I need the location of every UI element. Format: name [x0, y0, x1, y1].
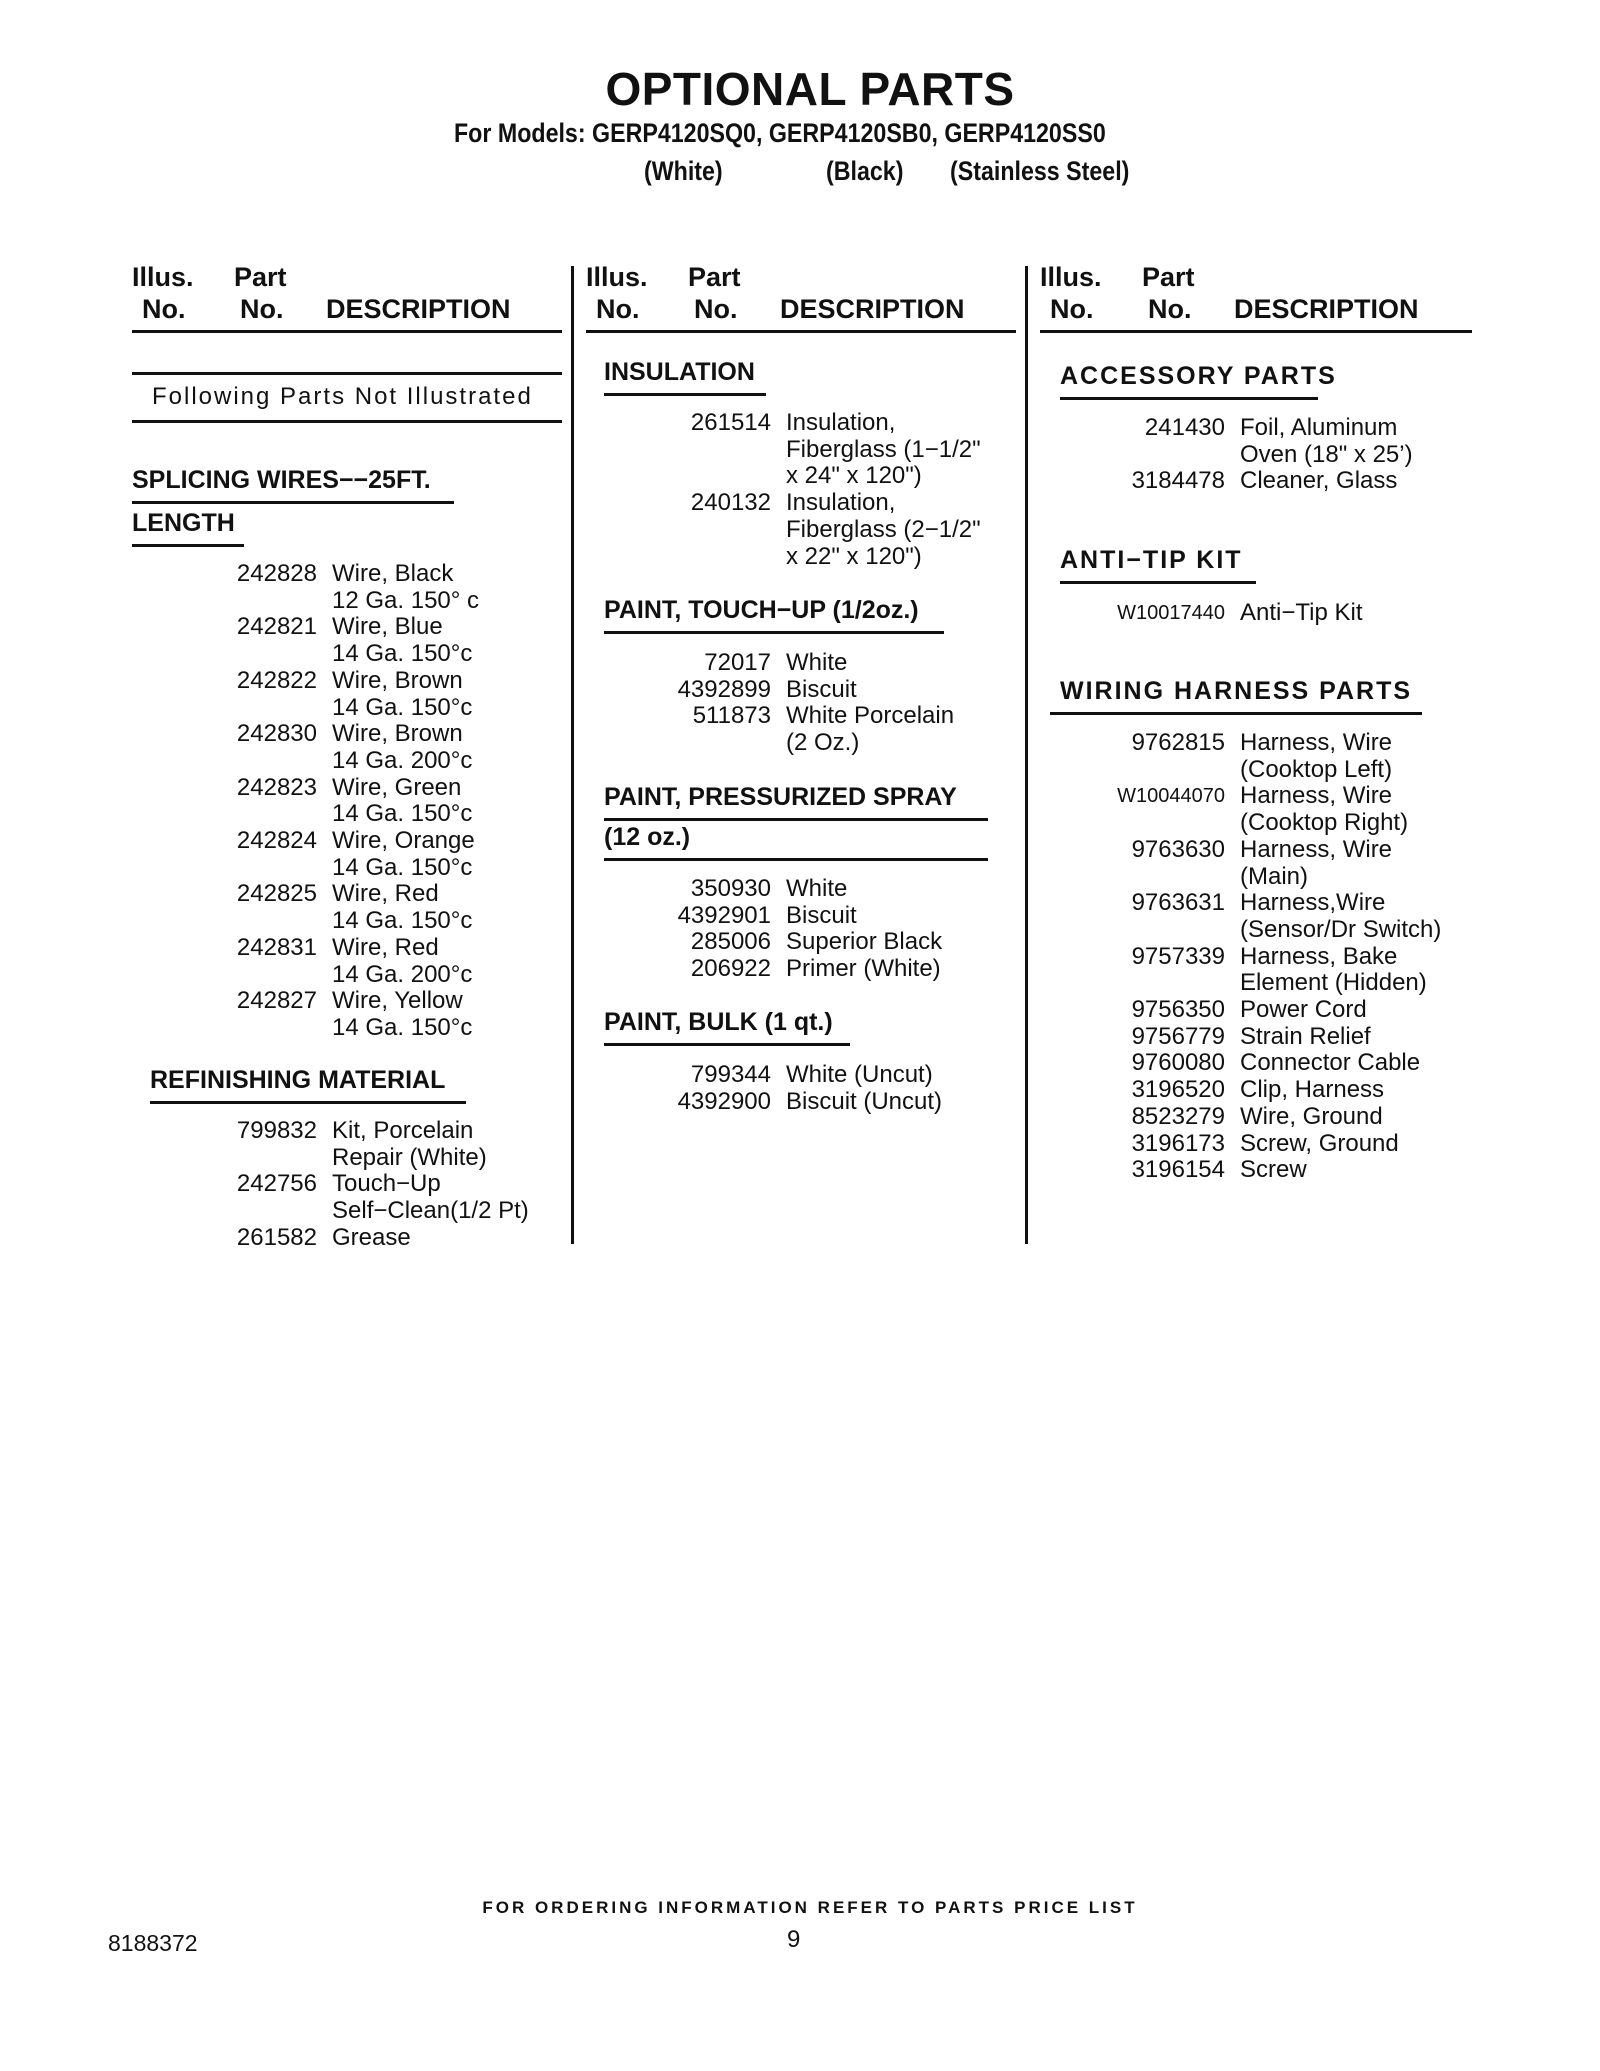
column-divider-2 — [1025, 266, 1028, 1244]
part-description: Harness, Bake — [1240, 942, 1398, 970]
not-illustrated-note: Following Parts Not Illustrated — [132, 372, 562, 423]
list-accessory-parts — [1040, 415, 1413, 495]
section-paint-touch-up: PAINT, TOUCH−UP (1/2oz.) — [604, 596, 944, 634]
header-description: DESCRIPTION — [1234, 294, 1419, 324]
list-item — [132, 1225, 529, 1252]
header-part-no: No. — [1148, 294, 1192, 324]
part-number: 242824 — [236, 827, 317, 855]
list-item — [132, 1118, 529, 1171]
header-illus-no: No. — [596, 294, 640, 324]
column-header-1 — [132, 262, 562, 333]
part-description-detail: (Cooktop Right) — [1240, 809, 1409, 837]
part-description: Screw, Ground — [1240, 1129, 1399, 1157]
part-number: 206922 — [690, 955, 771, 983]
list-wiring-harness-parts — [1040, 730, 1441, 1184]
part-description: Wire, Ground — [1240, 1102, 1383, 1130]
list-item — [586, 1062, 942, 1089]
part-description: Harness, Wire — [1240, 729, 1393, 756]
page-number: 9 — [787, 1926, 801, 1953]
column-header-3 — [1040, 262, 1472, 333]
list-item — [586, 929, 942, 956]
part-number: 242825 — [236, 880, 317, 908]
part-description-detail: 14 Ga. 150°c — [332, 800, 473, 828]
part-description: Wire, Green — [332, 773, 462, 801]
part-description-detail: x 24" x 120") — [786, 462, 922, 490]
list-item — [132, 1171, 529, 1224]
part-description: Grease — [332, 1223, 411, 1251]
part-description: Touch−Up — [332, 1170, 441, 1198]
header-illus: Illus. — [586, 262, 648, 292]
header-illus: Illus. — [132, 262, 194, 292]
header-illus-no: No. — [1050, 294, 1094, 324]
part-description: Wire, Orange — [332, 827, 475, 855]
section-wiring-harness-parts: WIRING HARNESS PARTS — [1060, 677, 1422, 715]
part-description-detail: 14 Ga. 200°c — [332, 746, 473, 774]
list-item — [1040, 415, 1413, 468]
part-description-detail: (Sensor/Dr Switch) — [1240, 915, 1442, 943]
part-number: 511873 — [692, 702, 771, 730]
section-refinishing-material: REFINISHING MATERIAL — [150, 1066, 466, 1104]
header-part: Part — [1142, 262, 1195, 292]
part-description: Strain Relief — [1240, 1022, 1371, 1050]
list-item — [132, 935, 479, 988]
variant-stainless: (Stainless Steel) — [950, 156, 1130, 186]
list-item — [586, 410, 981, 490]
part-description: Connector Cable — [1240, 1049, 1421, 1077]
list-item — [1040, 730, 1441, 783]
part-number: 242830 — [236, 720, 317, 748]
part-number: 9763631 — [1131, 889, 1225, 917]
list-paint-bulk — [586, 1062, 942, 1115]
part-description: Wire, Yellow — [332, 987, 463, 1015]
list-item — [1040, 1104, 1441, 1131]
part-description: Primer (White) — [786, 955, 941, 983]
section-paint-spray-size: (12 oz.) — [604, 823, 988, 861]
header-part: Part — [688, 262, 741, 292]
part-number: 3196173 — [1131, 1129, 1225, 1157]
part-description: Cleaner, Glass — [1240, 467, 1398, 495]
part-description: Superior Black — [786, 928, 943, 956]
list-item — [586, 677, 954, 704]
part-number: 242821 — [236, 613, 317, 641]
section-accessory-parts: ACCESSORY PARTS — [1060, 362, 1337, 400]
part-description: Harness, Wire — [1240, 835, 1393, 863]
part-number: 9763630 — [1131, 835, 1225, 863]
part-description-detail: Fiberglass (2−1/2" — [786, 515, 981, 543]
part-description-detail: x 22" x 120") — [786, 542, 922, 570]
part-description: White — [786, 875, 848, 902]
list-item — [1040, 944, 1441, 997]
part-description: Wire, Brown — [332, 666, 463, 694]
part-number: 242756 — [236, 1170, 317, 1198]
part-description: White (Uncut) — [786, 1061, 933, 1088]
part-description-detail: Repair (White) — [332, 1143, 487, 1171]
list-item — [1040, 468, 1413, 495]
part-description-detail: 14 Ga. 150°c — [332, 853, 473, 881]
header-part: Part — [234, 262, 287, 292]
list-item — [586, 650, 954, 677]
list-anti-tip-kit — [1040, 600, 1363, 627]
list-item — [132, 988, 479, 1041]
part-description-detail: (2 Oz.) — [786, 729, 860, 757]
part-number: 261582 — [236, 1223, 317, 1251]
part-number: 3196520 — [1131, 1076, 1225, 1104]
part-description-detail: 14 Ga. 150°c — [332, 907, 473, 935]
part-description: White — [786, 649, 848, 676]
part-description: Wire, Brown — [332, 720, 463, 748]
part-number: 4392901 — [677, 901, 771, 929]
list-item — [132, 828, 479, 881]
part-description-detail: 14 Ga. 150°c — [332, 1013, 473, 1041]
list-item — [132, 775, 479, 828]
part-description-detail: (Main) — [1240, 862, 1309, 890]
header-illus: Illus. — [1040, 262, 1102, 292]
part-description-detail: Fiberglass (1−1/2" — [786, 435, 981, 463]
part-number: 9756350 — [1131, 996, 1225, 1024]
part-description: Biscuit (Uncut) — [786, 1087, 943, 1115]
variant-white: (White) — [644, 156, 723, 186]
part-description: Wire, Red — [332, 880, 439, 908]
part-number: 799344 — [690, 1061, 771, 1088]
section-splicing-length: LENGTH — [132, 509, 244, 547]
list-item — [586, 703, 954, 756]
part-number: 240132 — [690, 489, 771, 517]
section-paint-pressurized-spray: PAINT, PRESSURIZED SPRAY — [604, 783, 988, 821]
part-number: 285006 — [690, 928, 771, 956]
part-description-detail: Self−Clean(1/2 Pt) — [332, 1197, 529, 1225]
list-item — [586, 956, 942, 983]
column-divider-1 — [571, 266, 574, 1244]
header-description: DESCRIPTION — [780, 294, 965, 324]
list-item — [132, 614, 479, 667]
part-number: 9760080 — [1131, 1049, 1225, 1077]
part-number: 242823 — [236, 773, 317, 801]
part-description: Wire, Red — [332, 933, 439, 961]
part-description: Insulation, — [786, 409, 896, 436]
page-title: OPTIONAL PARTS — [605, 63, 1015, 115]
part-description-detail: Oven (18" x 25’) — [1240, 440, 1413, 468]
part-number: 350930 — [690, 875, 771, 902]
header-description: DESCRIPTION — [326, 294, 511, 324]
list-item — [1040, 783, 1441, 836]
list-item — [586, 876, 942, 903]
part-description-detail: Element (Hidden) — [1240, 969, 1427, 997]
part-number: 72017 — [704, 649, 771, 676]
list-insulation — [586, 410, 981, 570]
part-description-detail: (Cooktop Left) — [1240, 755, 1393, 783]
part-number: 9757339 — [1131, 942, 1225, 970]
header-illus-no: No. — [142, 294, 186, 324]
part-description: Foil, Aluminum — [1240, 414, 1398, 441]
list-item — [1040, 1024, 1441, 1051]
list-paint-pressurized-spray — [586, 876, 942, 983]
part-number: 799832 — [236, 1117, 317, 1144]
part-description: White Porcelain — [786, 702, 955, 730]
ordering-info-note: FOR ORDERING INFORMATION REFER TO PARTS PRICE LIST — [482, 1898, 1138, 1917]
list-item — [1040, 1050, 1441, 1077]
list-item — [1040, 1131, 1441, 1158]
part-description: Wire, Black — [332, 560, 454, 587]
part-description: Power Cord — [1240, 996, 1367, 1024]
variant-black: (Black) — [826, 156, 904, 186]
list-item — [586, 1089, 942, 1116]
header-part-no: No. — [694, 294, 738, 324]
list-paint-touch-up — [586, 650, 954, 757]
part-description: Biscuit — [786, 675, 857, 703]
part-number: 3196154 — [1131, 1156, 1225, 1184]
list-refinishing-material — [132, 1118, 529, 1252]
part-number: 9762815 — [1131, 729, 1225, 756]
part-number: 8523279 — [1131, 1102, 1225, 1130]
list-item — [1040, 997, 1441, 1024]
part-number: 242831 — [236, 933, 317, 961]
part-description: Wire, Blue — [332, 613, 443, 641]
part-description: Screw — [1240, 1156, 1307, 1184]
list-splicing-wires — [132, 561, 479, 1042]
section-paint-bulk: PAINT, BULK (1 qt.) — [604, 1008, 850, 1046]
list-item — [132, 881, 479, 934]
part-number: 242828 — [236, 560, 317, 587]
section-splicing-wires: SPLICING WIRES−−25FT. — [132, 466, 454, 504]
part-number: 4392899 — [677, 675, 771, 703]
list-item — [1040, 1077, 1441, 1104]
part-description-detail: 14 Ga. 150°c — [332, 640, 473, 668]
header-part-no: No. — [240, 294, 284, 324]
part-description: Anti−Tip Kit — [1240, 599, 1363, 626]
part-description-detail: 12 Ga. 150° c — [332, 586, 480, 614]
list-item — [1040, 837, 1441, 890]
part-number: 4392900 — [677, 1087, 771, 1115]
part-description: Harness,Wire — [1240, 889, 1386, 917]
part-number: 242822 — [236, 666, 317, 694]
part-description-detail: 14 Ga. 150°c — [332, 693, 473, 721]
list-item — [1040, 1157, 1441, 1184]
part-number: W10044070 — [1117, 785, 1225, 808]
section-anti-tip-kit: ANTI−TIP KIT — [1060, 546, 1256, 584]
list-item — [132, 668, 479, 721]
part-number: 261514 — [690, 409, 771, 436]
list-item — [1040, 600, 1363, 627]
list-item — [586, 490, 981, 570]
section-insulation: INSULATION — [604, 358, 766, 396]
part-number: 9756779 — [1131, 1022, 1225, 1050]
part-description: Kit, Porcelain — [332, 1117, 474, 1144]
part-number: 242827 — [236, 987, 317, 1015]
document-number: 8188372 — [108, 1930, 198, 1956]
column-header-2 — [586, 262, 1016, 333]
part-number: 3184478 — [1131, 467, 1225, 495]
list-item — [132, 721, 479, 774]
part-number: W10017440 — [1117, 602, 1225, 624]
part-description-detail: 14 Ga. 200°c — [332, 960, 473, 988]
list-item — [132, 561, 479, 614]
part-description: Harness, Wire — [1240, 782, 1393, 810]
list-item — [1040, 890, 1441, 943]
part-number: 241430 — [1144, 414, 1225, 441]
list-item — [586, 903, 942, 930]
part-description: Biscuit — [786, 901, 857, 929]
part-description: Clip, Harness — [1240, 1076, 1385, 1104]
models-line: For Models: GERP4120SQ0, GERP4120SB0, GERP4120SS0 — [454, 118, 1106, 148]
part-description: Insulation, — [786, 489, 896, 517]
